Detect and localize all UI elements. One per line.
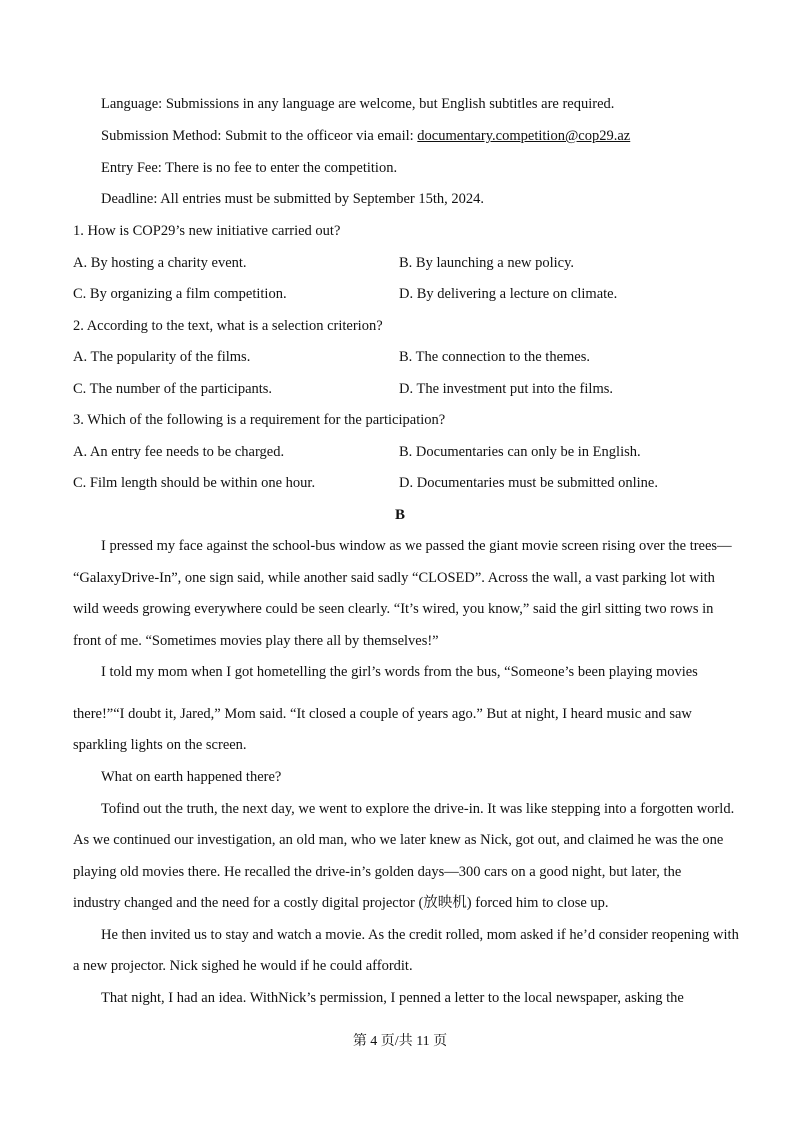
submission-email-link[interactable]: documentary.competition@cop29.az [417, 128, 631, 144]
question-1-stem: 1. How is COP29’s new initiative carried out? [73, 223, 341, 239]
question-1-option-a: A. By hosting a charity event. [73, 255, 247, 271]
question-3-option-d: D. Documentaries must be submitted online. [399, 475, 658, 491]
question-3-stem: 3. Which of the following is a requirement for the participation? [73, 412, 446, 428]
passage-line: a new projector. Nick sighed he would if he could affordit. [73, 958, 413, 974]
language-line: Language: Submissions in any language are welcome, but English subtitles are required. [101, 96, 615, 112]
question-3-option-a: A. An entry fee needs to be charged. [73, 444, 285, 460]
question-1-option-d: D. By delivering a lecture on climate. [399, 286, 618, 302]
question-1-option-b: B. By launching a new policy. [399, 255, 575, 271]
entry-fee-line: Entry Fee: There is no fee to enter the competition. [101, 160, 398, 176]
passage-line: Tofind out the truth, the next day, we went to explore the drive-in. It was like stepping into a forgotten world. [101, 801, 735, 817]
passage-line: sparkling lights on the screen. [73, 737, 247, 753]
question-2-option-d: D. The investment put into the films. [399, 381, 613, 397]
question-2-option-b: B. The connection to the themes. [399, 349, 591, 365]
passage-line: I pressed my face against the school-bus window as we passed the giant movie screen rising over the trees— [101, 538, 732, 554]
question-2-stem: 2. According to the text, what is a selection criterion? [73, 318, 383, 334]
passage-line: “GalaxyDrive-In”, one sign said, while another said sadly “CLOSED”. Across the wall, a vast parking lot with [73, 570, 715, 586]
deadline-line: Deadline: All entries must be submitted by September 15th, 2024. [101, 191, 484, 207]
question-3-option-c: C. Film length should be within one hour. [73, 475, 316, 491]
submission-method-line [101, 127, 630, 145]
passage-line: wild weeds growing everywhere could be seen clearly. “It’s wired, you know,” said the girl sitting two rows in [73, 601, 714, 617]
passage-line: playing old movies there. He recalled the drive-in’s golden days—300 cars on a good night, but later, the [73, 864, 682, 880]
passage-line: That night, I had an idea. WithNick’s permission, I penned a letter to the local newspaper, asking the [101, 990, 684, 1006]
passage-line: He then invited us to stay and watch a movie. As the credit rolled, mom asked if he’d consider reopening with [101, 927, 739, 943]
passage-line: industry changed and the need for a costly digital projector (放映机) forced him to close up. [73, 895, 609, 911]
page-number-footer: 第 4 页/共 11 页 [352, 1034, 448, 1049]
submission-method-text: Submission Method: Submit to the officeor via email: [101, 128, 418, 144]
section-b-heading: B [394, 507, 405, 523]
question-2-option-a: A. The popularity of the films. [73, 349, 251, 365]
passage-line: front of me. “Sometimes movies play there all by themselves!” [73, 633, 439, 649]
passage-line: What on earth happened there? [101, 769, 282, 785]
passage-line: As we continued our investigation, an old man, who we later knew as Nick, got out, and claimed he was the one [73, 832, 724, 848]
question-2-option-c: C. The number of the participants. [73, 381, 273, 397]
question-1-option-c: C. By organizing a film competition. [73, 286, 287, 302]
passage-line: there!”“I doubt it, Jared,” Mom said. “It closed a couple of years ago.” But at night, I heard music and saw [73, 706, 692, 722]
question-3-option-b: B. Documentaries can only be in English. [399, 444, 641, 460]
passage-line: I told my mom when I got hometelling the girl’s words from the bus, “Someone’s been playing movies [101, 664, 698, 680]
